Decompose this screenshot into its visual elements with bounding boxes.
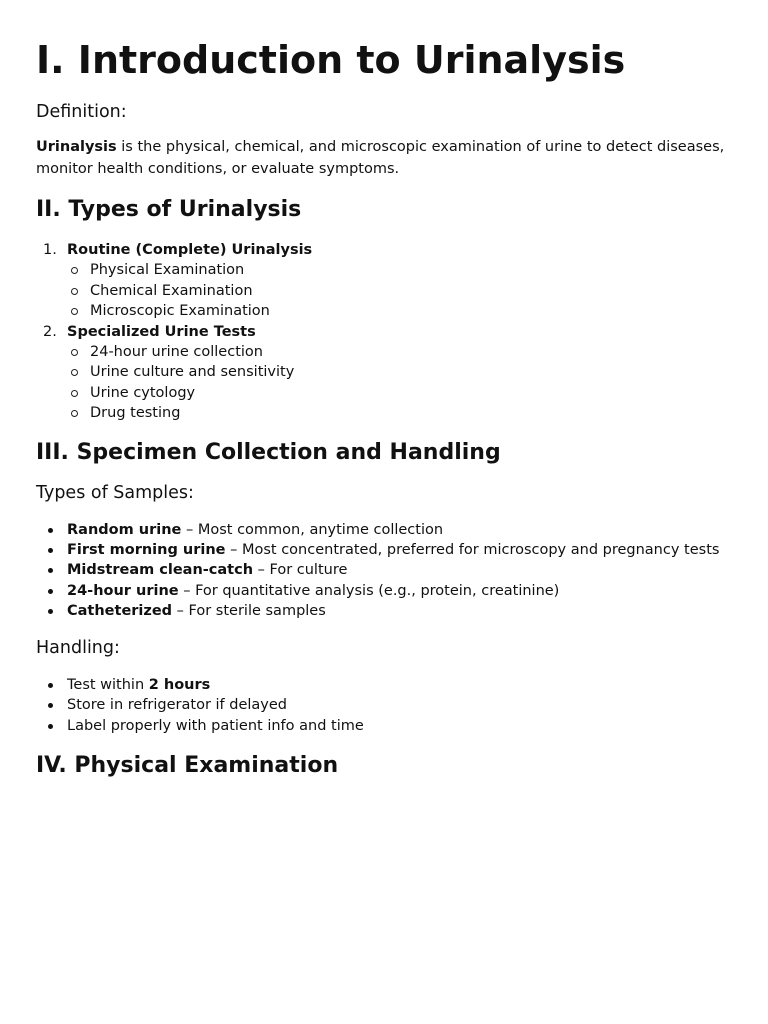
sample-desc: – For quantitative analysis (e.g., protein, creatinine): [178, 582, 560, 599]
list-item: [36, 540, 732, 560]
list-item: Drug testing: [67, 403, 732, 423]
list-item: [36, 560, 732, 580]
list-item-number: 2.: [43, 323, 57, 340]
sample-desc: – Most common, anytime collection: [181, 521, 444, 538]
definition-term: Urinalysis: [36, 139, 117, 155]
definition-text: is the physical, chemical, and microscopic examination of urine to detect diseases, monitor health conditions, or evaluate symptoms.: [36, 139, 725, 177]
list-item: Chemical Examination: [67, 281, 732, 301]
sample-term: Catheterized: [67, 603, 173, 620]
list-item-label: Routine (Complete) Urinalysis: [67, 242, 313, 258]
list-item-number: 1.: [43, 242, 57, 258]
section-title-types: II. Types of Urinalysis: [36, 197, 302, 222]
list-item: Urine cytology: [67, 383, 732, 403]
handling-text: Label properly with patient info and time: [67, 717, 364, 734]
samples-label: Types of Samples:: [36, 482, 194, 503]
definition-label: Definition:: [36, 102, 127, 122]
sample-term: Midstream clean-catch: [67, 562, 254, 579]
definition-paragraph: [36, 136, 732, 180]
types-list: [36, 240, 732, 424]
section-title-specimen: III. Specimen Collection and Handling: [36, 439, 501, 465]
handling-label: Handling:: [36, 637, 120, 658]
sample-desc: – For culture: [253, 562, 348, 579]
section-title-physical: IV. Physical Examination: [36, 752, 339, 778]
sub-list: [67, 342, 732, 424]
list-item: [36, 581, 732, 601]
sample-desc: – Most concentrated, preferred for microscopy and pregnancy tests: [225, 542, 720, 559]
sample-term: Random urine: [67, 521, 182, 538]
handling-emphasis: 2 hours: [148, 676, 211, 693]
section-title-introduction: I. Introduction to Urinalysis: [36, 38, 626, 82]
list-item: [36, 675, 732, 695]
handling-list: [36, 675, 732, 736]
list-item: [36, 716, 732, 736]
list-item: Urine culture and sensitivity: [67, 362, 732, 382]
list-item: Microscopic Examination: [67, 301, 732, 321]
sub-list: [67, 260, 732, 321]
list-item-label: Specialized Urine Tests: [67, 323, 256, 340]
sample-desc: – For sterile samples: [172, 603, 326, 620]
handling-text: Store in refrigerator if delayed: [67, 697, 288, 714]
list-item: [36, 695, 732, 715]
list-item: [36, 322, 732, 424]
list-item: [36, 601, 732, 621]
list-item: 24-hour urine collection: [67, 342, 732, 362]
list-item: Physical Examination: [67, 260, 732, 280]
list-item: [36, 240, 732, 322]
sample-term: First morning urine: [67, 542, 226, 559]
list-item: [36, 520, 732, 540]
samples-list: [36, 520, 732, 622]
sample-term: 24-hour urine: [67, 582, 179, 599]
handling-text: Test within: [67, 676, 149, 693]
